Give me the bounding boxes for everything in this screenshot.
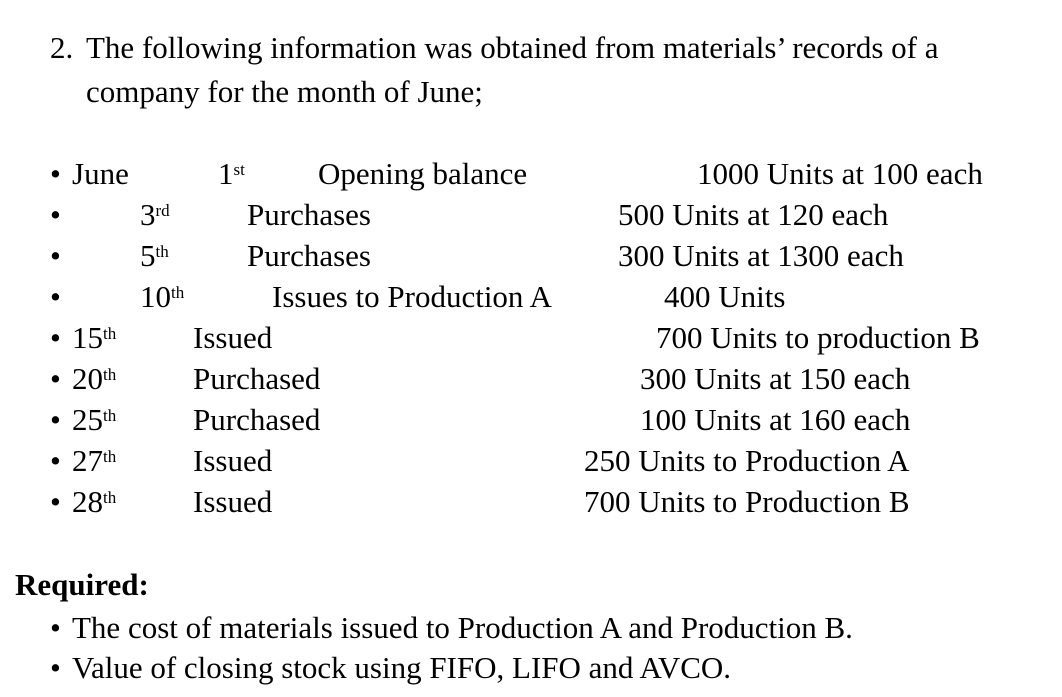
bullet: • (50, 650, 61, 685)
bullet: • (50, 156, 61, 191)
entry-day-suffix: th (103, 447, 117, 466)
entry-date (72, 483, 116, 521)
entry-date (72, 319, 116, 357)
entry-detail: 1000 Units at 100 each (697, 156, 983, 191)
question-line-1: The following information was obtained from materials’ records of a (86, 30, 939, 65)
entry-date (140, 196, 170, 234)
entry-day-suffix: th (103, 324, 117, 343)
entry-day: 10 (140, 279, 171, 314)
entry-description: Purchases (247, 197, 371, 232)
entry-day-suffix: st (233, 160, 245, 179)
entry-day: 3 (140, 197, 156, 232)
entry-day-suffix: th (171, 283, 185, 302)
entry-detail: 100 Units at 160 each (640, 402, 911, 437)
entry-description: Issued (193, 320, 273, 355)
entry-day-suffix: th (103, 488, 117, 507)
entry-detail: 500 Units at 120 each (618, 197, 889, 232)
entry-detail: 300 Units at 150 each (640, 361, 911, 396)
bullet: • (50, 238, 61, 273)
entry-description: Issued (193, 443, 273, 478)
entry-day: 25 (72, 402, 103, 437)
entry-description: Issued (193, 484, 273, 519)
entry-description: Issues to Production A (272, 279, 552, 314)
entry-date (72, 401, 116, 439)
bullet: • (50, 320, 61, 355)
entry-detail: 400 Units (664, 279, 786, 314)
entry-month: June (72, 156, 129, 191)
entry-day: 1 (218, 156, 234, 191)
bullet: • (50, 484, 61, 519)
entry-detail: 250 Units to Production A (584, 443, 910, 478)
bullet: • (50, 279, 61, 314)
entry-day: 5 (140, 238, 156, 273)
entry-detail: 700 Units to Production B (584, 484, 910, 519)
entry-description: Opening balance (318, 156, 528, 191)
bullet: • (50, 610, 61, 645)
bullet: • (50, 361, 61, 396)
entry-day: 15 (72, 320, 103, 355)
entry-date (140, 278, 184, 316)
entry-date (72, 442, 116, 480)
entry-day-suffix: rd (155, 201, 170, 220)
question-line-2: company for the month of June; (86, 74, 483, 109)
required-heading: Required: (15, 567, 149, 602)
entry-day: 28 (72, 484, 103, 519)
bullet: • (50, 443, 61, 478)
entry-description: Purchased (193, 402, 321, 437)
entry-date (218, 155, 245, 193)
entry-detail: 700 Units to production B (656, 320, 980, 355)
entry-day: 20 (72, 361, 103, 396)
entry-date (140, 237, 169, 275)
required-item: Value of closing stock using FIFO, LIFO and AVCO. (72, 650, 732, 685)
required-item: The cost of materials issued to Production A and Production B. (72, 610, 853, 645)
question-number: 2. (50, 30, 74, 65)
entry-day: 27 (72, 443, 103, 478)
entry-date (72, 360, 116, 398)
entry-description: Purchased (193, 361, 321, 396)
entry-day-suffix: th (103, 406, 117, 425)
entry-detail: 300 Units at 1300 each (618, 238, 904, 273)
bullet: • (50, 197, 61, 232)
entry-day-suffix: th (155, 242, 169, 261)
entry-description: Purchases (247, 238, 371, 273)
entry-day-suffix: th (103, 365, 117, 384)
bullet: • (50, 402, 61, 437)
